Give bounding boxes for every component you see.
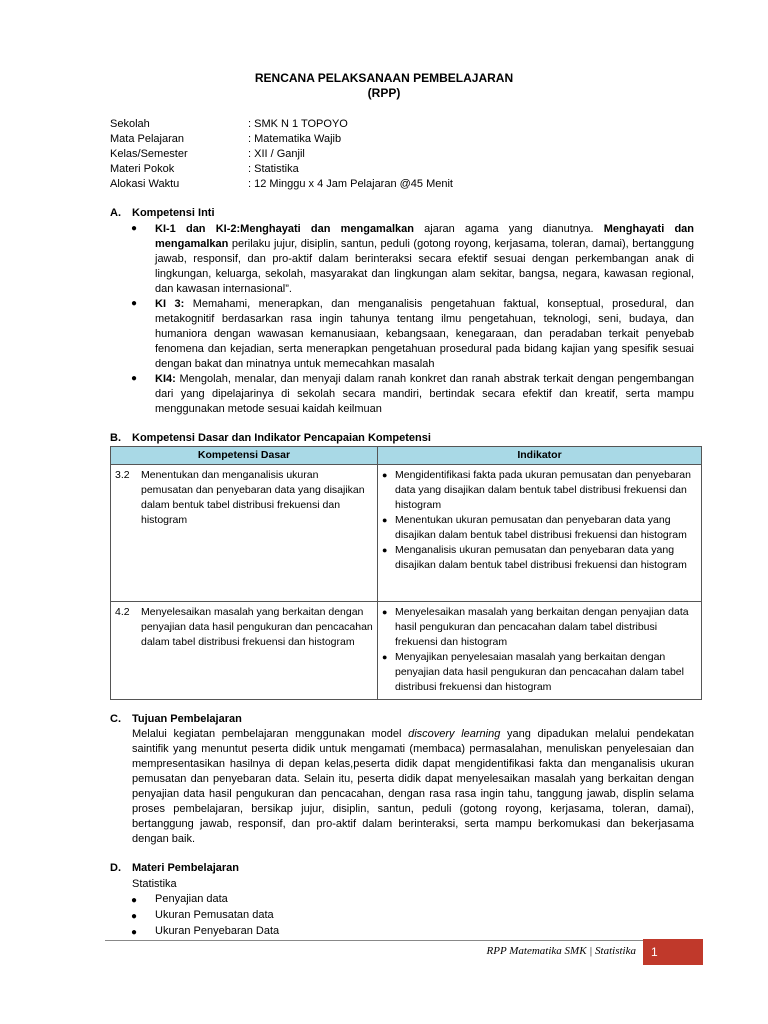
ki4-bold: KI4:: [155, 373, 176, 385]
kd-text: Menyelesaikan masalah yang berkaitan dengan penyajian data hasil pengukuran dan pencacahan dalam tabel distribusi frekuensi dan histogram: [141, 606, 373, 648]
info-label: Sekolah: [110, 118, 150, 130]
bullet-icon: ●: [382, 652, 388, 662]
material-item: Penyajian data: [155, 893, 228, 905]
info-value: : Statistika: [248, 163, 299, 175]
bullet-icon: ●: [131, 298, 138, 309]
info-label: Kelas/Semester: [110, 148, 188, 160]
objective-paragraph: [132, 727, 694, 847]
section-letter: D.: [110, 862, 121, 874]
indicator-cell: [378, 465, 702, 602]
indicator-text: Menganalisis ukuran pemusatan dan penyebaran data yang disajikan dalam bentuk tabel distribusi frekuensi dan histogram: [395, 544, 687, 571]
indicator-item: [382, 468, 697, 513]
section-a-heading: [110, 207, 215, 219]
page-number-badge: 1: [643, 939, 703, 965]
section-title: Kompetensi Dasar dan Indikator Pencapaian Kompetensi: [132, 432, 431, 444]
ki-1-2-text: [155, 222, 694, 297]
info-row: [110, 162, 453, 177]
info-label: Materi Pokok: [110, 163, 175, 175]
info-value: : 12 Minggu x 4 Jam Pelajaran @45 Menit: [248, 178, 453, 190]
bullet-icon: ●: [382, 470, 388, 480]
objective-text-b: yang dipadukan melalui pendekatan saintifik yang menuntut peserta didik untuk mengamati (membaca) permasalahan, menuliskan penyelesaian dan mempresentasikan hasilnya di depan kelas,peserta didik dapat mengidentifikasi fakta dan menganalisis ukuran pemusatan dan penyebaran data. Selain itu, peserta didik dapat menyelesaikan masalah yang berkaitan dengan penyajian data hasil pengukuran dan pencacahan, dengan rasa rasa ingin tahu, tanggung jawab, displin selama proses pembelajaran, bersikap jujur, disiplin, santun, peduli (gotong royong, kerjasama, toleran, damai), bertanggung jawab, responsif, dan pro-aktif dalam berinteraksi, serta mampu berkomukasi dan bekerjasama dengan baik.: [132, 728, 694, 845]
indicator-item: [382, 650, 697, 695]
bullet-icon: ●: [131, 223, 138, 234]
kd-cell: [111, 465, 378, 602]
section-letter: A.: [110, 207, 121, 219]
info-value: : SMK N 1 TOPOYO: [248, 118, 348, 130]
info-row: [110, 132, 453, 147]
ki12-bold-a: KI-1 dan KI-2:Menghayati dan mengamalkan: [155, 223, 414, 235]
material-item: Ukuran Pemusatan data: [155, 909, 274, 921]
section-b-heading: [110, 432, 431, 444]
indicator-text: Menyelesaikan masalah yang berkaitan dengan penyajian data hasil pengukuran dan pencacahan dalam tabel distribusi frekuensi dan histogram: [395, 606, 689, 648]
material-item: Ukuran Penyebaran Data: [155, 925, 280, 937]
info-value: : XII / Ganjil: [248, 148, 305, 160]
info-row: [110, 177, 453, 192]
table-row: [111, 465, 702, 602]
document-title: RENCANA PELAKSANAAN PEMBELAJARAN: [254, 71, 514, 85]
kd-number: 3.2: [115, 469, 130, 481]
footer-divider: [105, 940, 643, 941]
ki12-text-a: ajaran agama yang dianutnya.: [413, 223, 604, 235]
table-header-row: [111, 447, 702, 465]
material-subheading: Statistika: [132, 878, 177, 890]
indicator-item: [382, 513, 697, 543]
indicator-text: Menentukan ukuran pemusatan dan penyebaran data yang disajikan dalam bentuk tabel distribusi frekuensi dan histogram: [395, 514, 687, 541]
bullet-icon: ●: [131, 911, 138, 922]
column-header-indikator: Indikator: [378, 447, 702, 465]
bullet-icon: ●: [131, 895, 138, 906]
indicator-item: [382, 543, 697, 573]
info-row: [110, 117, 453, 132]
competency-table: [110, 446, 702, 700]
bullet-icon: ●: [131, 373, 138, 384]
objective-model: discovery learning: [408, 728, 501, 740]
bullet-icon: ●: [382, 515, 388, 525]
ki-4-text: [155, 372, 694, 417]
info-row: [110, 147, 453, 162]
indicator-item: [382, 605, 697, 650]
objective-text-a: Melalui kegiatan pembelajaran menggunakan model: [132, 728, 409, 740]
info-value: : Matematika Wajib: [248, 133, 342, 145]
ki12-text-b: perilaku jujur, disiplin, santun, peduli (gotong royong, kerjasama, toleran, damai), bertanggung jawab, responsif, dan pro-aktif dalam berinteraksi secara efektif sesuai dengan perkembangan anak di lingkungan, keluarga, sekolah, masyarakat dan lingkungan alam sekitar, bangsa, negara, kawasan regional, dan kawasan internasional”.: [155, 238, 694, 295]
section-letter: C.: [110, 713, 121, 725]
bullet-icon: ●: [382, 607, 388, 617]
section-title: Kompetensi Inti: [132, 207, 215, 219]
identity-info: [110, 117, 453, 192]
kd-cell: [111, 602, 378, 700]
column-header-kd: Kompetensi Dasar: [111, 447, 378, 465]
table-row: [111, 602, 702, 700]
ki12-bold-b: Menghayati dan mengamalkan: [155, 223, 695, 250]
section-title: Tujuan Pembelajaran: [132, 713, 242, 725]
ki4-body: Mengolah, menalar, dan menyaji dalam ranah konkret dan ranah abstrak terkait dengan pengembangan dari yang dipelajarinya di sekolah secara mandiri, bertindak secara efektif dan kreatif, serta mampu menggunakan metode sesuai kaidah keilmuan: [155, 373, 694, 415]
ki3-body: Memahami, menerapkan, dan menganalisis pengetahuan faktual, konseptual, prosedural, dan metakognitif berdasarkan rasa ingin tahunya tentang ilmu pengetahuan, teknologi, seni, budaya, dan humaniora dengan wawasan kemanusiaan, kebangsaan, kenegaraan, dan peradaban terkait penyebab fenomena dan kejadian, serta menerapkan pengetahuan prosedural pada bidang kajian yang spesifik sesuai dengan bakat dan minatnya untuk memecahkan masalah: [155, 298, 694, 370]
kd-text: Menentukan dan menganalisis ukuran pemusatan dan penyebaran data yang disajikan dalam bentuk tabel distribusi frekuensi dan histogram: [141, 469, 365, 526]
section-title: Materi Pembelajaran: [132, 862, 239, 874]
ki-3-text: [155, 297, 694, 372]
section-d-heading: [110, 862, 239, 874]
indicator-text: Mengidentifikasi fakta pada ukuran pemusatan dan penyebaran data yang disajikan dalam bentuk tabel distribusi frekuensi dan histogram: [395, 469, 691, 511]
document-subtitle: (RPP): [367, 86, 401, 100]
indicator-text: Menyajikan penyelesaian masalah yang berkaitan dengan penyajian data hasil pengukuran dan pencacahan dalam tabel distribusi frekuensi dan histogram: [395, 651, 684, 693]
section-letter: B.: [110, 432, 121, 444]
section-c-heading: [110, 713, 242, 725]
info-label: Mata Pelajaran: [110, 133, 184, 145]
footer-text: RPP Matematika SMK | Statistika: [486, 945, 636, 957]
kd-number: 4.2: [115, 606, 130, 618]
bullet-icon: ●: [131, 927, 138, 938]
indicator-cell: [378, 602, 702, 700]
ki3-bold: KI 3:: [155, 298, 185, 310]
info-label: Alokasi Waktu: [110, 178, 180, 190]
bullet-icon: ●: [382, 545, 388, 555]
